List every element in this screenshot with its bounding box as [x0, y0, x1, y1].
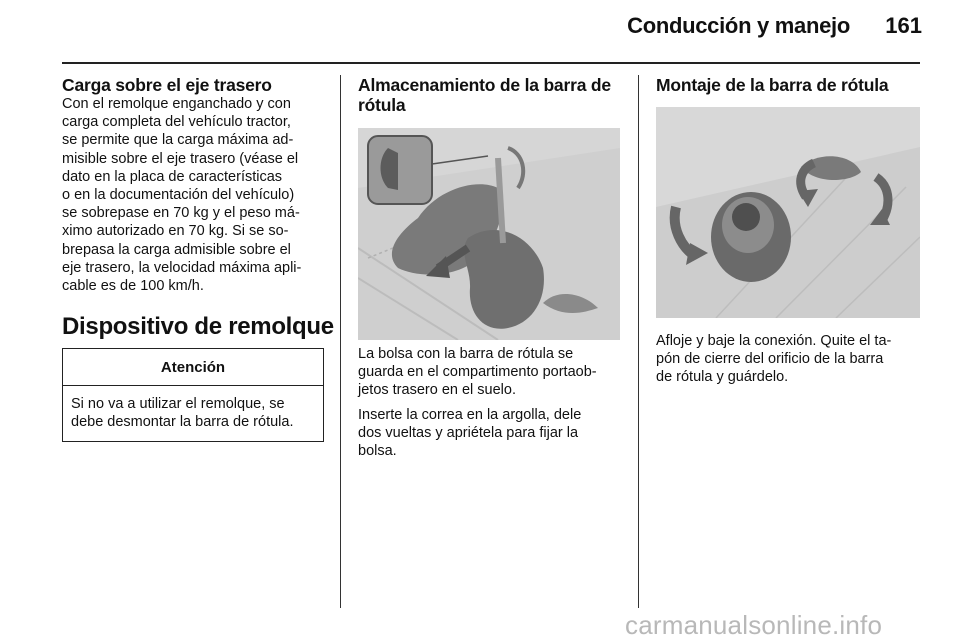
text-line: Si no va a utilizar el remolque, se: [71, 396, 285, 412]
text-line: de rótula y guárdelo.: [656, 369, 789, 386]
text-line: brepasa la carga admisible sobre el: [62, 241, 291, 258]
text-line: Inserte la correa en la argolla, dele: [358, 406, 582, 423]
heading-line: rótula: [358, 95, 406, 115]
watermark-text: carmanualsonline.info: [625, 610, 883, 640]
ball-bar-storage-heading: [358, 75, 622, 115]
page-number: 161: [885, 13, 922, 38]
page-header-title: Conducción y manejo: [627, 13, 850, 38]
column-divider: [638, 75, 639, 608]
text-line: La bolsa con la barra de rótula se: [358, 346, 574, 362]
text-line: o en la documentación del vehículo): [62, 187, 295, 204]
mounting-paragraph: [656, 332, 920, 387]
mounting-illustration-svg: [656, 107, 920, 318]
ball-bar-mounting-illustration: [656, 107, 920, 318]
ball-bar-bag-illustration: [358, 128, 620, 340]
text-line: Afloje y baje la conexión. Quite el ta-: [656, 333, 892, 349]
text-line: guarda en el compartimento portaob-: [358, 364, 597, 381]
text-line: eje trasero, la velocidad máxima apli-: [62, 259, 302, 276]
text-line: carga completa del vehículo tractor,: [62, 114, 291, 131]
text-line: bolsa.: [358, 443, 397, 460]
column-1: [62, 75, 324, 295]
column-divider: [340, 75, 341, 608]
text-line: ximo autorizado en 70 kg. Si se so-: [62, 223, 289, 240]
text-line: cable es de 100 km/h.: [62, 278, 204, 295]
text-line: dato en la placa de características: [62, 168, 283, 185]
ball-bar-mounting-heading: Montaje de la barra de rótula: [656, 75, 889, 95]
heading-line: Almacenamiento de la barra de: [358, 75, 611, 95]
storage-paragraph-1: [358, 345, 622, 400]
towing-device-section-title: Dispositivo de remolque: [62, 313, 334, 340]
text-line: misible sobre el eje trasero (véase el: [62, 150, 299, 167]
rear-axle-load-paragraph: [62, 95, 324, 295]
text-line: se permite que la carga máxima ad-: [62, 132, 294, 149]
attention-notice-title: Atención: [63, 349, 323, 386]
attention-notice-box: [62, 348, 324, 442]
text-line: se sobrepase en 70 kg y el peso má-: [62, 205, 300, 222]
attention-notice-text: [63, 386, 323, 431]
text-line: Con el remolque enganchado y con: [62, 96, 291, 112]
rear-axle-load-heading: Carga sobre el eje trasero: [62, 75, 272, 95]
storage-paragraph-2: [358, 406, 622, 461]
header-divider: [62, 62, 920, 64]
text-line: dos vueltas y apriétela para fijar la: [358, 424, 579, 441]
text-line: jetos trasero en el suelo.: [358, 382, 516, 399]
text-line: debe desmontar la barra de rótula.: [71, 414, 294, 431]
bag-illustration-svg: [358, 128, 620, 340]
text-line: pón de cierre del orificio de la barra: [656, 351, 884, 368]
